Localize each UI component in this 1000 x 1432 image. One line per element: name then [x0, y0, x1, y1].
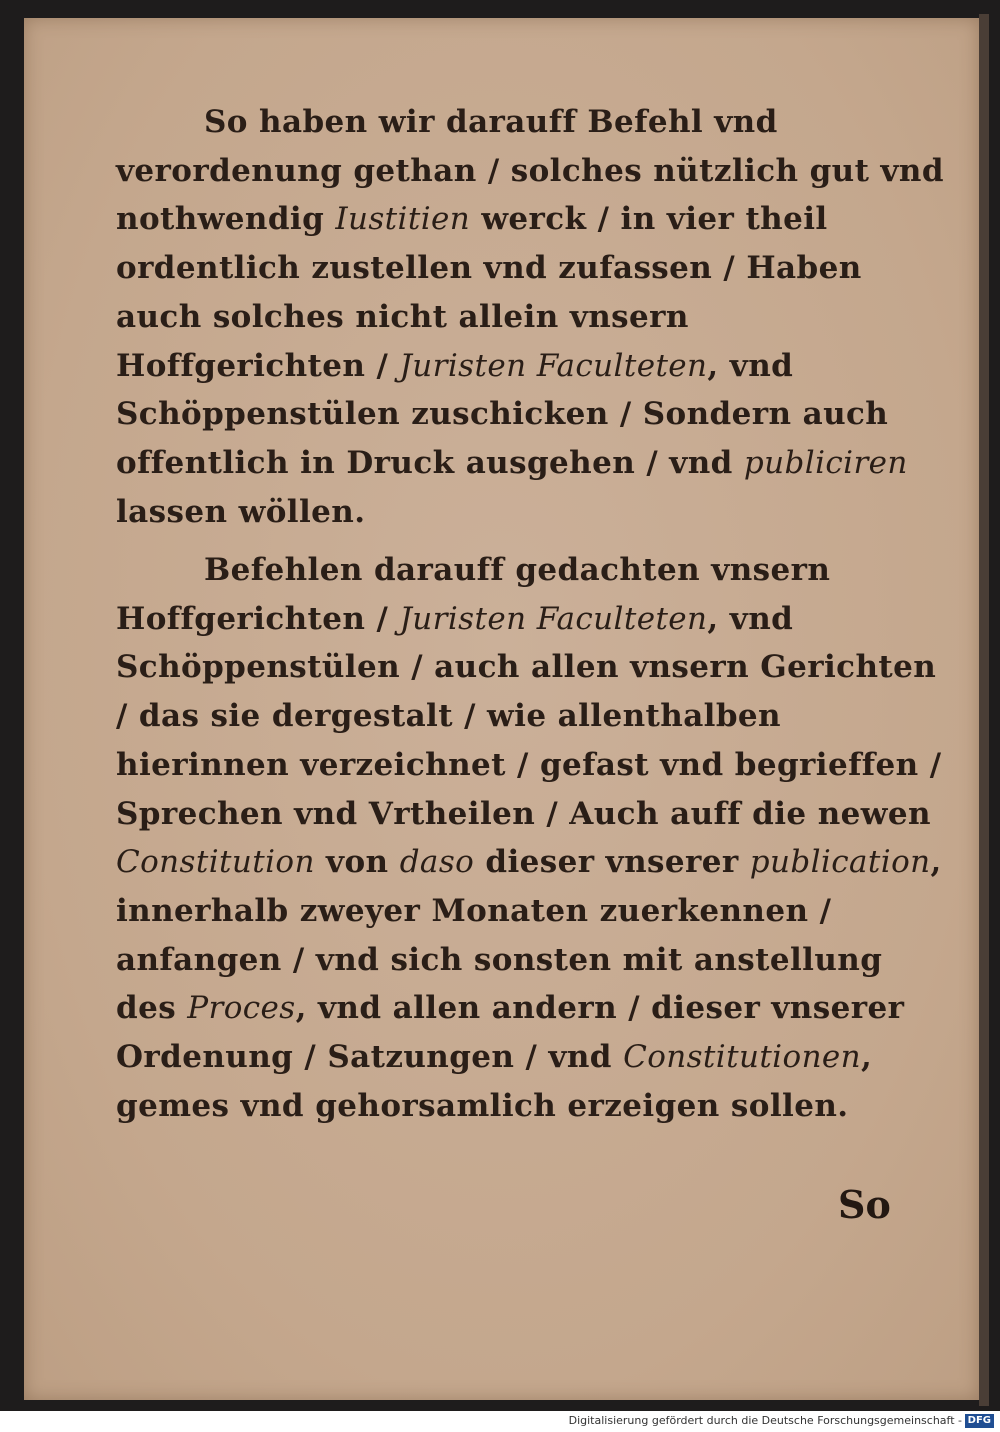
paragraph-2-text: dieser vnserer [474, 844, 750, 881]
italic-term-publiciren: publiciren [743, 444, 908, 481]
page-edge [979, 14, 989, 1406]
paragraph-1 [116, 98, 946, 536]
paragraph-1-text: So haben wir darauff Befehl vnd verordenung gethan / solches nützlich gut vnd nothwendig [116, 104, 944, 238]
paragraph-2-text: Befehlen darauff gedachten vnsern Hoffgerichten / [116, 552, 831, 637]
paragraph-2-text: , innerhalb zweyer Monaten zuerkennen / anfangen / vnd sich sonsten mit anstellung des [116, 844, 942, 1027]
paragraph-2-text: , vnd allen andern / dieser vnserer Ordenung / Satzungen / vnd [116, 990, 905, 1076]
paragraph-2-text: von [314, 844, 400, 881]
footer-bar [0, 1411, 1000, 1432]
italic-term-constitution: Constitution [116, 844, 315, 881]
paragraph-2 [116, 546, 946, 1130]
catchword: So [838, 1182, 891, 1227]
italic-term-juristen-faculteten: Juristen Faculteten [399, 347, 708, 384]
italic-term-constitutionen: Constitutionen [623, 1039, 862, 1076]
italic-term-iustitien: Iustitien [335, 201, 471, 238]
funding-credit: Digitalisierung gefördert durch die Deutsche Forschungsgemeinschaft - [568, 1414, 962, 1427]
italic-term-publication: publication [749, 844, 931, 881]
paragraph-1-text: werck / in vier theil ordentlich zustellen vnd zufassen / Haben auch solches nicht allein vnsern Hoffgerichten / [116, 201, 862, 384]
dfg-logo[interactable]: DFG [965, 1414, 994, 1428]
italic-term-juristen-faculteten: Juristen Faculteten [399, 600, 708, 637]
italic-term-proces: Proces [187, 990, 296, 1027]
paragraph-2-text: , gemes vnd gehorsamlich erzeigen sollen. [116, 1039, 873, 1124]
italic-term-daso: daso [399, 844, 475, 881]
paragraph-1-text: lassen wöllen. [116, 493, 366, 530]
paragraph-2-text: , vnd Schöppenstülen / auch allen vnsern Gerichten / das sie dergestalt / wie allenthalben hierinnen verzeichnet / gefast vnd begrieffen / Sprechen vnd Vrtheilen / Auch auff die newen [116, 600, 942, 832]
paragraph-1-text: , vnd Schöppenstülen zuschicken / Sondern auch offentlich in Druck ausgehen / vnd [116, 347, 889, 481]
